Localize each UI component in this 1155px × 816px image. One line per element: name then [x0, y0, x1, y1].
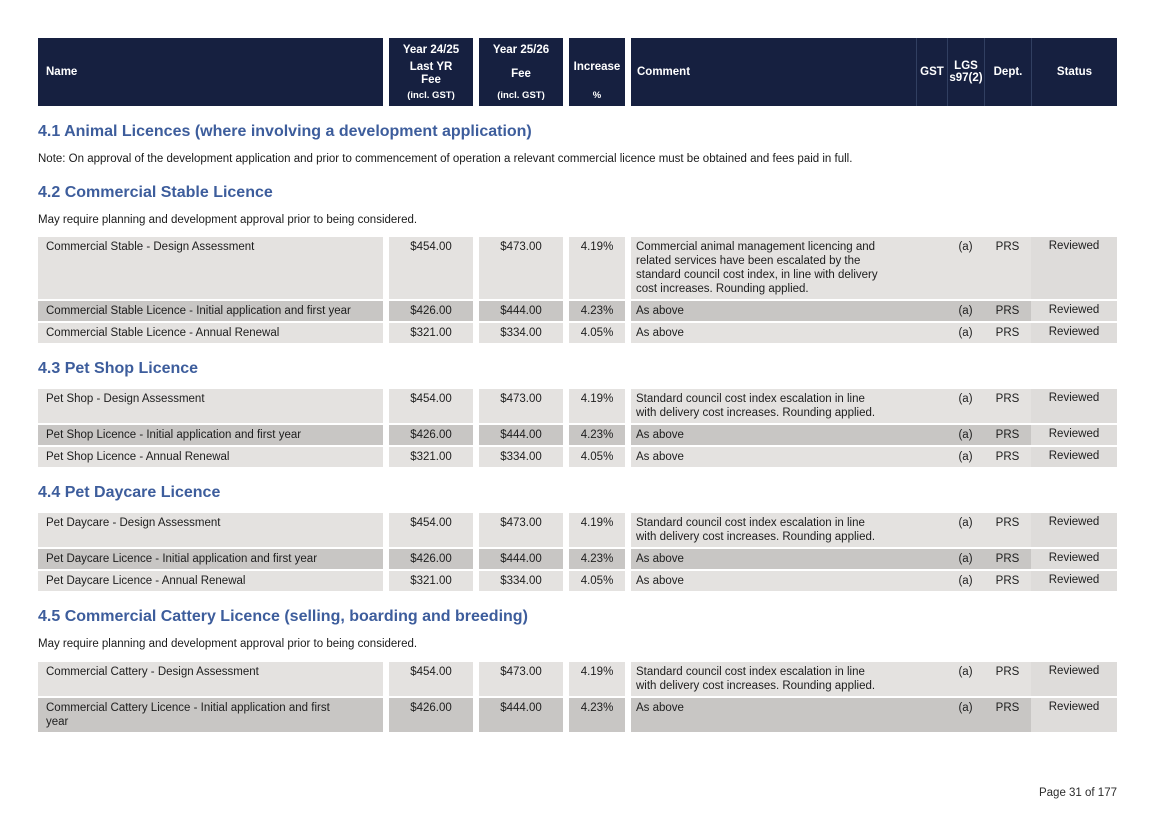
cell-gst [916, 662, 947, 696]
cell-fee: $444.00 [479, 549, 563, 569]
fee-table [38, 662, 1117, 732]
section-note: May require planning and development approval prior to being considered. [38, 638, 418, 650]
page-number: Page 31 of 177 [1038, 787, 1117, 799]
sections [38, 122, 1117, 732]
increase-label: Increase [573, 61, 621, 73]
last-yr-label: Last YR [409, 61, 453, 73]
cell-dept: PRS [984, 237, 1031, 299]
table-row [38, 513, 1117, 547]
cell-status: Reviewed [1031, 323, 1117, 343]
document-page [38, 38, 1117, 732]
column-header-lgs [947, 38, 984, 106]
section-title: 4.4 Pet Daycare Licence [38, 484, 221, 501]
cell-gst [916, 513, 947, 547]
cell-dept: PRS [984, 389, 1031, 423]
cell-lgs: (a) [947, 425, 984, 445]
table-row [38, 301, 1117, 321]
cell-name: Pet Daycare - Design Assessment [38, 513, 383, 547]
cell-comment: Standard council cost index escalation in line with delivery cost increases. Rounding applied. [631, 662, 916, 696]
cell-fee: $444.00 [479, 301, 563, 321]
section-title: 4.5 Commercial Cattery Licence (selling, boarding and breeding) [38, 608, 528, 625]
cell-comment: As above [631, 447, 916, 467]
cell-lgs: (a) [947, 513, 984, 547]
cell-fee: $473.00 [479, 662, 563, 696]
cell-name: Pet Shop - Design Assessment [38, 389, 383, 423]
cell-lgs: (a) [947, 549, 984, 569]
table-row [38, 237, 1117, 299]
table-row [38, 571, 1117, 591]
cell-comment: As above [631, 323, 916, 343]
cell-name: Pet Shop Licence - Annual Renewal [38, 447, 383, 467]
cell-status: Reviewed [1031, 425, 1117, 445]
fee-section [38, 607, 1117, 732]
cell-status: Reviewed [1031, 513, 1117, 547]
cell-increase: 4.19% [569, 513, 625, 547]
fee-label: Fee [511, 67, 531, 80]
cell-dept: PRS [984, 301, 1031, 321]
cell-name: Pet Daycare Licence - Initial application and first year [38, 549, 383, 569]
cell-increase: 4.23% [569, 301, 625, 321]
cell-fee: $334.00 [479, 447, 563, 467]
cell-last_fee: $426.00 [389, 301, 473, 321]
cell-increase: 4.05% [569, 571, 625, 591]
incl-gst-label: (incl. GST) [407, 90, 455, 101]
cell-status: Reviewed [1031, 549, 1117, 569]
cell-name: Commercial Stable - Design Assessment [38, 237, 383, 299]
cell-dept: PRS [984, 513, 1031, 547]
section-title: 4.1 Animal Licences (where involving a development application) [38, 123, 532, 140]
fee-table [38, 389, 1117, 467]
table-row [38, 549, 1117, 569]
section-title: 4.2 Commercial Stable Licence [38, 183, 273, 201]
fee-table [38, 513, 1117, 591]
lgs-sub-label: s97(2) [949, 72, 983, 84]
cell-last_fee: $454.00 [389, 389, 473, 423]
cell-lgs: (a) [947, 571, 984, 591]
cell-status: Reviewed [1031, 571, 1117, 591]
cell-dept: PRS [984, 549, 1031, 569]
cell-increase: 4.05% [569, 447, 625, 467]
table-row [38, 425, 1117, 445]
fee-section [38, 483, 1117, 591]
table-row [38, 698, 1117, 732]
cell-status: Reviewed [1031, 301, 1117, 321]
cell-gst [916, 323, 947, 343]
cell-increase: 4.19% [569, 237, 625, 299]
cell-last_fee: $321.00 [389, 323, 473, 343]
column-header-comment: Comment [631, 38, 916, 106]
fee-label: Fee [421, 74, 441, 86]
cell-dept: PRS [984, 447, 1031, 467]
cell-comment: As above [631, 698, 916, 732]
cell-lgs: (a) [947, 447, 984, 467]
fee-section [38, 122, 1117, 167]
cell-lgs: (a) [947, 237, 984, 299]
table-row [38, 447, 1117, 467]
cell-last_fee: $454.00 [389, 513, 473, 547]
cell-name: Commercial Stable Licence - Annual Renewal [38, 323, 383, 343]
cell-last_fee: $426.00 [389, 549, 473, 569]
table-row [38, 662, 1117, 696]
cell-increase: 4.19% [569, 389, 625, 423]
cell-last_fee: $426.00 [389, 698, 473, 732]
cell-name: Pet Daycare Licence - Annual Renewal [38, 571, 383, 591]
section-note: Note: On approval of the development application and prior to commencement of operation a relevant commercial licence must be obtained and fees paid in full. [38, 153, 853, 165]
cell-name: Pet Shop Licence - Initial application and first year [38, 425, 383, 445]
incl-gst-label: (incl. GST) [497, 90, 545, 101]
column-header-current-fee [479, 38, 563, 106]
year-prev-label: Year 24/25 [402, 44, 460, 56]
column-header-dept: Dept. [984, 38, 1031, 106]
cell-fee: $334.00 [479, 571, 563, 591]
cell-last_fee: $454.00 [389, 662, 473, 696]
lgs-label: LGS [954, 60, 978, 72]
cell-gst [916, 237, 947, 299]
cell-gst [916, 698, 947, 732]
cell-gst [916, 447, 947, 467]
cell-status: Reviewed [1031, 698, 1117, 732]
cell-fee: $473.00 [479, 513, 563, 547]
cell-fee: $473.00 [479, 237, 563, 299]
column-header-name: Name [38, 38, 383, 106]
cell-dept: PRS [984, 698, 1031, 732]
cell-gst [916, 425, 947, 445]
cell-dept: PRS [984, 323, 1031, 343]
cell-gst [916, 549, 947, 569]
cell-increase: 4.19% [569, 662, 625, 696]
cell-lgs: (a) [947, 662, 984, 696]
cell-fee: $444.00 [479, 425, 563, 445]
cell-lgs: (a) [947, 301, 984, 321]
cell-gst [916, 389, 947, 423]
cell-status: Reviewed [1031, 237, 1117, 299]
year-curr-label: Year 25/26 [492, 44, 550, 56]
section-note: May require planning and development approval prior to being considered. [38, 213, 418, 226]
cell-fee: $334.00 [479, 323, 563, 343]
section-title: 4.3 Pet Shop Licence [38, 360, 199, 377]
cell-name: Commercial Cattery - Design Assessment [38, 662, 383, 696]
cell-comment: As above [631, 571, 916, 591]
cell-lgs: (a) [947, 389, 984, 423]
column-header-status: Status [1031, 38, 1117, 106]
cell-increase: 4.23% [569, 698, 625, 732]
cell-status: Reviewed [1031, 447, 1117, 467]
cell-increase: 4.05% [569, 323, 625, 343]
cell-last_fee: $321.00 [389, 447, 473, 467]
cell-fee: $444.00 [479, 698, 563, 732]
cell-last_fee: $426.00 [389, 425, 473, 445]
percent-label: % [592, 90, 602, 101]
column-header-increase [569, 38, 625, 106]
column-header-gst: GST [916, 38, 947, 106]
cell-comment: Standard council cost index escalation in line with delivery cost increases. Rounding applied. [631, 513, 916, 547]
cell-status: Reviewed [1031, 662, 1117, 696]
cell-dept: PRS [984, 425, 1031, 445]
cell-name: Commercial Cattery Licence - Initial application and first year [38, 698, 383, 732]
cell-last_fee: $321.00 [389, 571, 473, 591]
cell-comment: Commercial animal management licencing and related services have been escalated by the standard council cost index, in line with delivery cost increases. Rounding applied. [631, 237, 916, 299]
table-header [38, 38, 1117, 106]
cell-dept: PRS [984, 571, 1031, 591]
cell-status: Reviewed [1031, 389, 1117, 423]
cell-gst [916, 571, 947, 591]
fee-section [38, 359, 1117, 467]
cell-dept: PRS [984, 662, 1031, 696]
column-header-last-year-fee [389, 38, 473, 106]
table-row [38, 389, 1117, 423]
table-row [38, 323, 1117, 343]
cell-fee: $473.00 [479, 389, 563, 423]
cell-name: Commercial Stable Licence - Initial application and first year [38, 301, 383, 321]
cell-gst [916, 301, 947, 321]
cell-increase: 4.23% [569, 425, 625, 445]
cell-lgs: (a) [947, 698, 984, 732]
cell-comment: Standard council cost index escalation in line with delivery cost increases. Rounding applied. [631, 389, 916, 423]
fee-table [38, 237, 1117, 343]
fee-section [38, 183, 1117, 344]
cell-comment: As above [631, 425, 916, 445]
cell-lgs: (a) [947, 323, 984, 343]
cell-comment: As above [631, 301, 916, 321]
cell-increase: 4.23% [569, 549, 625, 569]
cell-comment: As above [631, 549, 916, 569]
cell-last_fee: $454.00 [389, 237, 473, 299]
